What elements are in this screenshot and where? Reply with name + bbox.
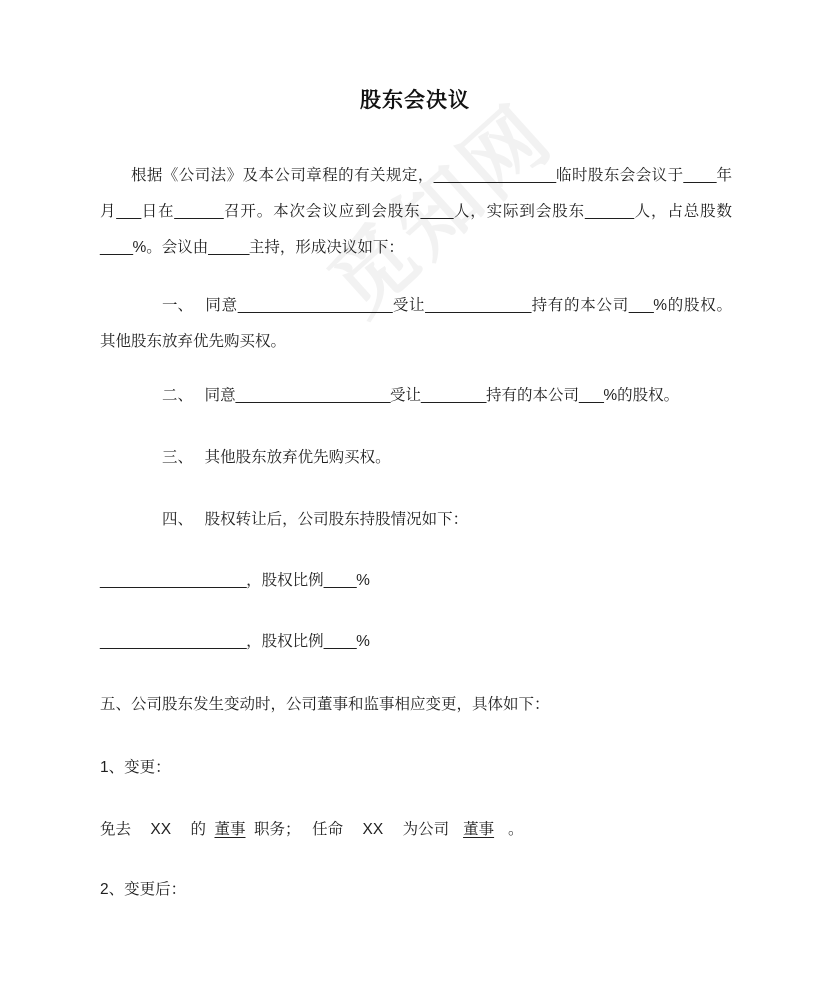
- blank-transferee-one[interactable]: _____________: [425, 297, 531, 314]
- blank-chairperson[interactable]: _____: [208, 239, 249, 256]
- shareholder-two-unit: %: [356, 633, 370, 650]
- article-two-text-a: 同意: [204, 387, 236, 404]
- change-item-one: [100, 750, 732, 786]
- change-detail-line: [100, 812, 732, 848]
- article-three-text: 其他股东放弃优先购买权。: [204, 449, 391, 466]
- article-number-four: 四、: [162, 511, 194, 528]
- label-duty: 职务；: [254, 821, 301, 838]
- preamble-text-3: 召开。本次会议应到会股东: [223, 203, 421, 220]
- blank-shareholder-name-two[interactable]: __________________: [100, 633, 247, 650]
- verb-remove: 免去: [100, 821, 132, 838]
- label-day: 日在: [140, 203, 175, 220]
- preamble-text-2: 临时股东会会议于: [555, 167, 684, 184]
- article-one-text-a: 同意: [204, 297, 238, 314]
- label-month: 月: [100, 203, 117, 220]
- shareholder-row-two: [100, 624, 732, 660]
- article-two-text-d: %的股权。: [603, 387, 680, 404]
- article-one-text-b: 受让: [392, 297, 426, 314]
- blank-transferee-two[interactable]: ________: [420, 387, 486, 404]
- article-item-three: [100, 440, 732, 476]
- blank-transferor-two[interactable]: ___________________: [235, 387, 390, 404]
- article-item-one: [100, 288, 732, 360]
- verb-appoint: 任命: [312, 821, 344, 838]
- blank-shareholders-due[interactable]: ____: [420, 203, 454, 220]
- shareholder-two-label: ，股权比例: [246, 633, 324, 650]
- blank-shareholder-name-one[interactable]: __________________: [100, 572, 247, 589]
- blank-place[interactable]: ______: [174, 203, 224, 220]
- change-item-two-label: 2、变更后：: [100, 881, 187, 898]
- article-item-five: [100, 687, 732, 723]
- blank-equity-percent-one[interactable]: ___: [628, 297, 654, 314]
- blank-shareholder-ratio-two[interactable]: ____: [323, 633, 357, 650]
- article-number-two: 二、: [162, 387, 194, 404]
- blank-month[interactable]: ___: [116, 203, 141, 220]
- shareholder-row-one: [100, 563, 732, 599]
- person-removed[interactable]: XX: [150, 821, 172, 838]
- article-four-text: 股权转让后，公司股东持股情况如下：: [204, 511, 469, 528]
- label-as-company: 为公司: [402, 821, 450, 838]
- blank-company-name[interactable]: _______________: [433, 167, 556, 184]
- label-percent: %。会议由: [132, 239, 209, 256]
- shareholder-one-unit: %: [356, 572, 370, 589]
- article-item-two: [100, 378, 732, 414]
- sentence-period: 。: [508, 821, 524, 838]
- article-one-text-d: %的股权。其他股东放弃优先购买权。: [100, 297, 732, 350]
- article-two-text-b: 受让: [389, 387, 421, 404]
- label-people-2: 人，占总股数: [633, 203, 732, 220]
- preamble-paragraph: [100, 158, 732, 266]
- post-appointed[interactable]: 董事: [463, 821, 495, 838]
- blank-share-percent[interactable]: ____: [100, 239, 133, 256]
- blank-transferor-one[interactable]: ___________________: [237, 297, 393, 314]
- person-appointed[interactable]: XX: [362, 821, 384, 838]
- page-title: 股东会决议: [360, 89, 470, 112]
- article-number-three: 三、: [162, 449, 194, 466]
- article-five-text: 五、公司股东发生变动时，公司董事和监事相应变更，具体如下：: [100, 696, 550, 713]
- blank-year[interactable]: ____: [683, 167, 717, 184]
- article-one-text-c: 持有的本公司: [530, 297, 629, 314]
- blank-shareholder-ratio-one[interactable]: ____: [323, 572, 357, 589]
- particle-of: 的: [190, 821, 206, 838]
- post-removed[interactable]: 董事: [214, 821, 246, 838]
- change-item-one-label: 1、变更：: [100, 759, 171, 776]
- blank-shareholders-actual[interactable]: ______: [584, 203, 634, 220]
- change-item-two: [100, 872, 732, 908]
- label-year: 年: [716, 167, 732, 184]
- article-two-text-c: 持有的本公司: [485, 387, 579, 404]
- preamble-text-4: 主持，形成决议如下：: [248, 239, 404, 256]
- preamble-text-1: 根据《公司法》及本公司章程的有关规定，: [131, 167, 434, 184]
- blank-equity-percent-two[interactable]: ___: [578, 387, 604, 404]
- article-number-one: 一、: [162, 297, 194, 314]
- article-item-four: [100, 502, 732, 538]
- label-people-1: 人，实际到会股东: [453, 203, 585, 220]
- shareholder-one-label: ，股权比例: [246, 572, 324, 589]
